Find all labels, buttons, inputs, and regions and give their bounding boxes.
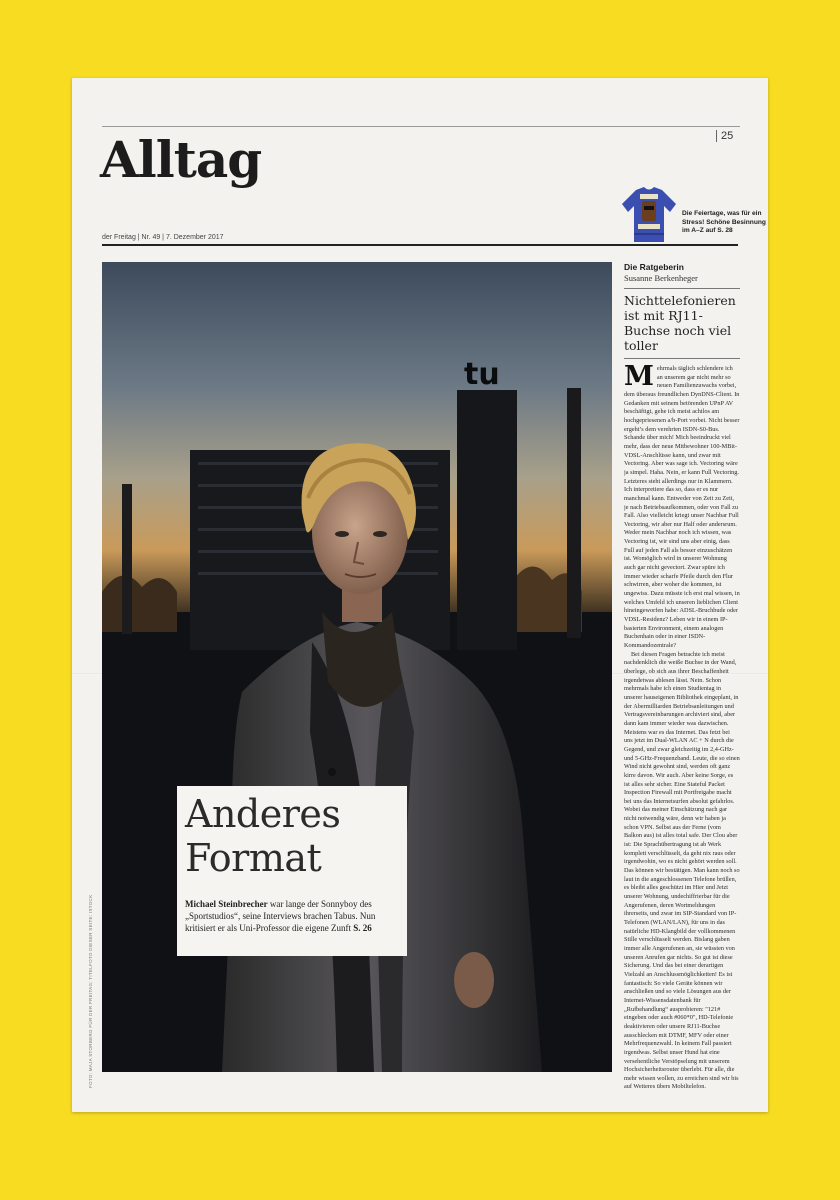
deck-text: war lange der Sonnyboy des „Sportstudios“, seine Interviews brachen Tabus. Nun kritisiert er als Uni-Professor die eigene Zunft — [185, 899, 376, 933]
headline-box — [177, 786, 407, 956]
headline-line-1: Anderes — [185, 792, 341, 836]
column-title[interactable]: Nichttelefonieren ist mit RJ11-Buchse noch viel toller — [624, 293, 736, 353]
column-body — [624, 365, 740, 1101]
top-rule — [102, 126, 740, 127]
page-number — [716, 130, 733, 142]
section-title: Alltag — [100, 130, 262, 189]
column-rule-2 — [624, 358, 740, 359]
svg-text:tu: tu — [464, 357, 500, 392]
column-article — [624, 262, 740, 1101]
column-author: Susanne Berkenheger — [624, 273, 698, 283]
dropcap: M — [624, 365, 654, 392]
column-paragraph-1 — [624, 365, 740, 651]
paragraph-1-text: ehrmals täglich schlendere ich an unserem gar nicht mehr so neuen Familienzuwachs vorbei, dem überaus freundlichen DynDNS-Client. In Gedanken mit seinem betörenden UPnP AV beschäftigt, gehe ich meist achtlos am hochgepriesenen a/b-Port vorbei. Nicht besser ergeht’s dem verehrten ISDN-S0-Bus. Schande über mich! Mich beeindruckt viel mehr, dass der neue Mitbewohner 100-MBit-VDSL-Anschlüsse kann, und zwar mit Vectoring. Aber was sage ich. Vectoring wäre ja simpel. Haha. Nein, er kann Full Vectoring. Letzteres steht allerdings nur in Klammern. Ich interpretiere das so, dass er es nur manchmal kann. Entweder von Zeit zu Zeit, je nach Betriebsaufkommen, oder von Fall zu Fall. Also vielleicht kriegt unser Nachbar Full Vectoring, wir aber nur Half oder andersrum. Weder mein Nachbar noch ich wissen, was Vectoring ist, wir sind uns aber einig, dass Full auf jeden Fall als besser einzuschätzen ist. Womöglich wird in unserer Wohnung auch gar nicht gevectort. Zwar spüre ich immer wieder scharfe Pfeile durch den Flur schwirren, aber woher die kommen, ist ungewiss. Dazu müsste ich erst mal wissen, in welches Umfeld ich unseren lieblichen Client hineingeworfen habe: ADSL-Bruchbude oder VDSL-Residenz? Leben wir in einem IP-basierten Environment, einem analogen Buchenhain oder in einer ISDN-Kommandozentrale? — [624, 365, 740, 649]
deck-page-ref[interactable]: S. 26 — [353, 923, 372, 933]
headline-line-2: Format — [185, 836, 322, 880]
portrait-photo — [102, 262, 612, 1072]
column-kicker: Die Ratgeberin — [624, 262, 684, 272]
feature-deck — [185, 898, 401, 934]
deck-name: Michael Steinbrecher — [185, 899, 268, 909]
page-number-text: 25 — [716, 130, 733, 142]
column-paragraph-2: Bei diesen Fragen betrachte ich meist nachdenklich die weiße Buchse in der Wand, überlege, ob sich aus ihrer Beschaffenheit irgendetwas ablesen lässt. Nein. Schon mehrmals habe ich einen Studientag in unserer hauseigenen Bibliothek eingeplant, in der Abermilliarden Betriebsanleitungen und Vertragsvereinbarungen archiviert sind, aber dann kam immer wieder was dazwischen. Meistens war es das Internet. Das fetzt bei uns jetzt im Dual-WLAN AC + N durch die Gegend, und zwar gleichzeitig im 2,4-GHz- und 5-GHz-Frequenzband. Leute, die so einen Wind nicht gewohnt sind, werden oft ganz kirre davon. Wir auch. Aber keine Sorge, es ist alles sehr sicher. Eine Stateful Packet Inspection Firewall mit Portfreigabe macht bei uns das Internetsurfen absolut gefahrlos. Wobei das meiner Einschätzung nach gar nicht notwendig wäre, denn wir haben ja schon VPN. Selbst aus der Ferne (vom Balkon aus) ist alles total safe. Der Clou aber ist: Die Sprachübertragung ist ab Werk komplett verschlüsselt, da geht nix raus oder irgendwohin, wo es nicht gehört werden soll. Das können wir bestätigen. Man kann noch so laut in die angeschlossenen Telefone brüllen, es bleibt alles geschützt im Hier und Jetzt unserer Wohnung, undechiffrierbar für die Angerufenen, deren Wortmeldungen ihrerseits, und zwar im SIP-Standard von IP-Telefonen (WLAN/LAN), für uns in das natürliche HD-Klangbild der vollkommenen Stille verschlüsselt werden. Bislang gaben immer alle Angerufenen an, sie wüssten von unseren Anrufen gar nichts. So gut ist diese Sicherung. Und das bei einer derartigen Vielzahl an Anschlussmöglichkeiten! Es ist fantastisch: So viele Geräte können wir anschließen und so viele Lösungen aus der Internet-Wissensdatenbank für „Rufbehandlung“ ausprobieren: "121# eingeben oder auch #060*0", HD-Telefonie deaktivieren oder unsere RJ11-Buchse ausschlecken mit DTMF, MFV oder einer Mehrfrequenzwahl. In keinem Fall passiert irgendwas. Selbst unser Hund hat eine versehentliche Verstöpselung mit unserem Hochsicherheitsrouter überlebt. Für alle, die mehr wissen wollen, zu erreichen sind wir bis auf Weiteres übers Mobiltelefon. — [624, 650, 740, 1091]
photo-credit: FOTO: MAJA STORBERG FÜR DER FREITAG; TITELFOTO DIESER SEITE: ISTOCK — [88, 894, 93, 1088]
newspaper-page — [72, 78, 768, 1112]
feature-headline[interactable] — [185, 792, 340, 880]
column-rule — [624, 288, 740, 289]
sweater-icon — [618, 184, 680, 244]
header-rule — [102, 244, 738, 246]
issue-line: der Freitag | Nr. 49 | 7. Dezember 2017 — [102, 234, 224, 241]
teaser-text[interactable]: Die Feiertage, was für ein Stress! Schöne Besinnung im A–Z auf S. 28 — [682, 210, 766, 235]
